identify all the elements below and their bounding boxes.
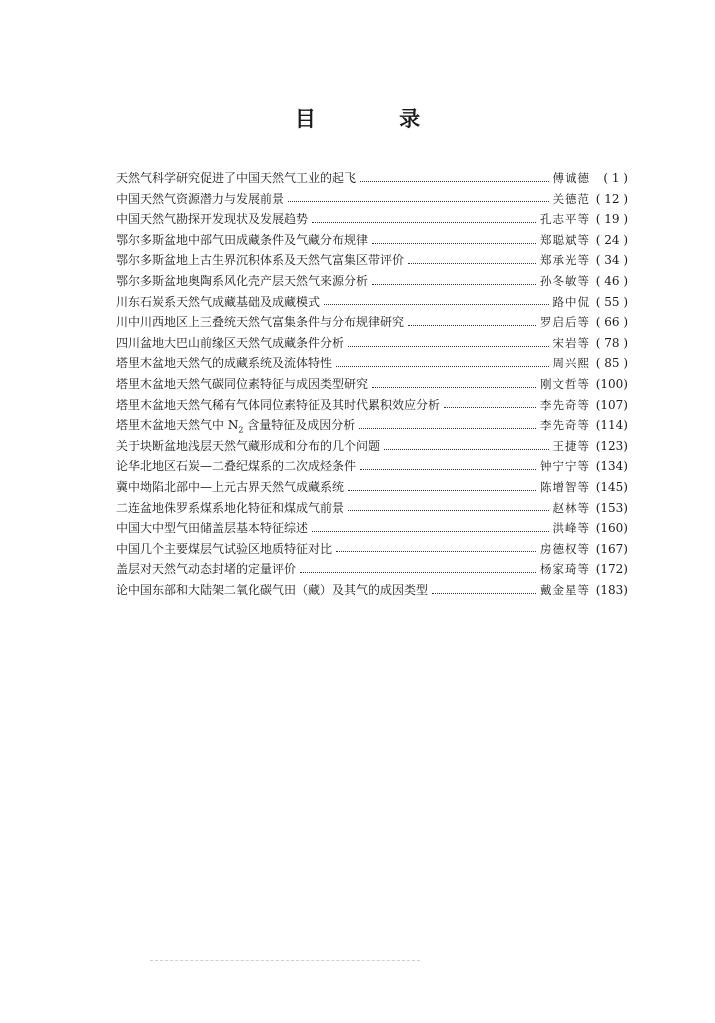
entry-page: ( 19 )	[595, 212, 628, 227]
entry-author: 孙冬敏等	[540, 273, 590, 288]
entry-title: 论华北地区石炭—二叠纪煤系的二次成烃条件	[116, 459, 357, 474]
table-of-contents	[116, 168, 628, 600]
dot-leader	[372, 387, 536, 388]
dot-leader	[360, 181, 548, 182]
entry-author: 杨家琦等	[540, 562, 590, 577]
toc-entry[interactable]	[116, 559, 628, 580]
entry-page: ( 78 )	[595, 335, 628, 350]
entry-title: 中国天然气勘探开发现状及发展趋势	[116, 212, 309, 227]
dot-leader	[372, 284, 536, 285]
dot-leader	[336, 551, 536, 552]
entry-page: (123)	[595, 438, 628, 453]
entry-title: 天然气科学研究促进了中国天然气工业的起飞	[116, 171, 357, 185]
entry-title: 中国几个主要煤层气试验区地质特征对比	[116, 541, 333, 556]
entry-author: 周兴熙	[552, 356, 590, 371]
entry-page: (114)	[595, 418, 628, 433]
entry-author: 李先奇等	[540, 397, 590, 412]
entry-page: ( 1 )	[603, 171, 628, 185]
entry-title: 塔里木盆地天然气碳同位素特征与成因类型研究	[116, 376, 369, 391]
page-title: 目 录	[294, 107, 459, 131]
toc-entry[interactable]	[116, 539, 628, 560]
entry-title: 论中国东部和大陆架二氧化碳气田（藏）及其气的成因类型	[116, 582, 429, 597]
dot-leader	[359, 428, 536, 429]
entry-title: 川中川西地区上三叠统天然气富集条件与分布规律研究	[116, 315, 405, 330]
entry-title: 川东石炭系天然气成藏基础及成藏模式	[116, 294, 321, 309]
entry-author: 戴金星等	[540, 582, 590, 597]
toc-entry[interactable]	[116, 168, 628, 189]
entry-author: 傅诚德	[552, 171, 590, 185]
dot-leader	[384, 449, 548, 450]
entry-author: 刚文哲等	[540, 376, 590, 391]
dot-leader	[408, 325, 536, 326]
entry-page: ( 24 )	[595, 232, 628, 247]
entry-author: 罗启后等	[540, 315, 590, 330]
dot-leader	[408, 263, 536, 264]
dot-leader	[348, 490, 536, 491]
dot-leader	[360, 469, 536, 470]
entry-author: 宋岩等	[552, 335, 590, 350]
entry-title: 关于块断盆地浅层天然气藏形成和分布的几个问题	[116, 438, 381, 453]
toc-entry[interactable]	[116, 189, 628, 210]
dot-leader	[300, 572, 536, 573]
entry-page: (153)	[595, 500, 628, 515]
toc-entry[interactable]	[116, 292, 628, 313]
entry-title: 中国大中型气田储盖层基本特征综述	[116, 521, 309, 536]
entry-author: 钟宁宁等	[540, 459, 590, 474]
scan-artifact-line	[150, 960, 420, 961]
dot-leader	[348, 510, 548, 511]
dot-leader	[312, 222, 536, 223]
entry-author: 赵林等	[552, 500, 590, 515]
entry-author: 洪峰等	[552, 521, 590, 536]
toc-entry[interactable]	[116, 374, 628, 395]
toc-entry[interactable]	[116, 209, 628, 230]
entry-page: ( 34 )	[595, 253, 628, 268]
entry-author: 孔志平等	[540, 212, 590, 227]
toc-entry[interactable]	[116, 580, 628, 601]
entry-title: 鄂尔多斯盆地中部气田成藏条件及气藏分布规律	[116, 232, 369, 247]
entry-page: (183)	[595, 582, 628, 597]
toc-entry[interactable]	[116, 312, 628, 333]
dot-leader	[288, 201, 548, 202]
entry-page: (145)	[595, 479, 628, 494]
toc-entry[interactable]	[116, 395, 628, 416]
entry-page: (160)	[595, 521, 628, 536]
dot-leader	[348, 346, 548, 347]
entry-title: 盖层对天然气动态封堵的定量评价	[116, 562, 297, 577]
entry-title: 鄂尔多斯盆地奥陶系风化壳产层天然气来源分析	[116, 273, 369, 288]
entry-page: (172)	[595, 562, 628, 577]
entry-title-pre: 塔里木盆地天然气中 N	[116, 418, 239, 433]
entry-title: 四川盆地大巴山前缘区天然气成藏条件分析	[116, 335, 345, 350]
dot-leader	[372, 243, 536, 244]
entry-title: 冀中坳陷北部中—上元古界天然气成藏系统	[116, 479, 345, 494]
entry-author: 郑承光等	[540, 253, 590, 268]
entry-page: ( 55 )	[595, 294, 628, 309]
toc-entry[interactable]	[116, 353, 628, 374]
dot-leader	[324, 304, 548, 305]
entry-page: ( 66 )	[595, 315, 628, 330]
entry-author: 李先奇等	[540, 418, 590, 433]
toc-entry[interactable]	[116, 477, 628, 498]
toc-entry[interactable]	[116, 230, 628, 251]
entry-title: 二连盆地侏罗系煤系地化特征和煤成气前景	[116, 500, 345, 515]
entry-page: ( 85 )	[595, 356, 628, 371]
entry-author: 陈增智等	[540, 479, 590, 494]
entry-title: 塔里木盆地天然气稀有气体同位素特征及其时代累积效应分析	[116, 397, 441, 412]
entry-author: 路中侃	[552, 294, 590, 309]
entry-page: (134)	[595, 459, 628, 474]
entry-page: ( 46 )	[595, 273, 628, 288]
entry-title-subscript: 2	[238, 425, 244, 435]
entry-title: 鄂尔多斯盆地上古生界沉积体系及天然气富集区带评价	[116, 253, 405, 268]
entry-author: 房德权等	[540, 541, 590, 556]
dot-leader	[336, 366, 548, 367]
toc-entry[interactable]	[116, 436, 628, 457]
toc-entry[interactable]	[116, 415, 628, 436]
entry-page: (167)	[595, 541, 628, 556]
dot-leader	[312, 531, 548, 532]
dot-leader	[444, 407, 536, 408]
entry-title-post: 含量特征及成因分析	[243, 418, 356, 433]
dot-leader	[432, 593, 536, 594]
toc-entry[interactable]	[116, 518, 628, 539]
toc-entry[interactable]	[116, 250, 628, 271]
entry-author: 王捷等	[552, 438, 590, 453]
entry-page: (100)	[595, 376, 628, 391]
toc-entry[interactable]	[116, 271, 628, 292]
toc-entry[interactable]	[116, 456, 628, 477]
entry-title: 塔里木盆地天然气的成藏系统及流体特性	[116, 356, 333, 371]
entry-author: 关德范	[552, 191, 590, 206]
entry-page: ( 12 )	[595, 191, 628, 206]
entry-author: 郑聪斌等	[540, 232, 590, 247]
toc-entry[interactable]	[116, 333, 628, 354]
entry-page: (107)	[595, 397, 628, 412]
entry-title: 中国天然气资源潜力与发展前景	[116, 191, 285, 206]
toc-entry[interactable]	[116, 498, 628, 519]
